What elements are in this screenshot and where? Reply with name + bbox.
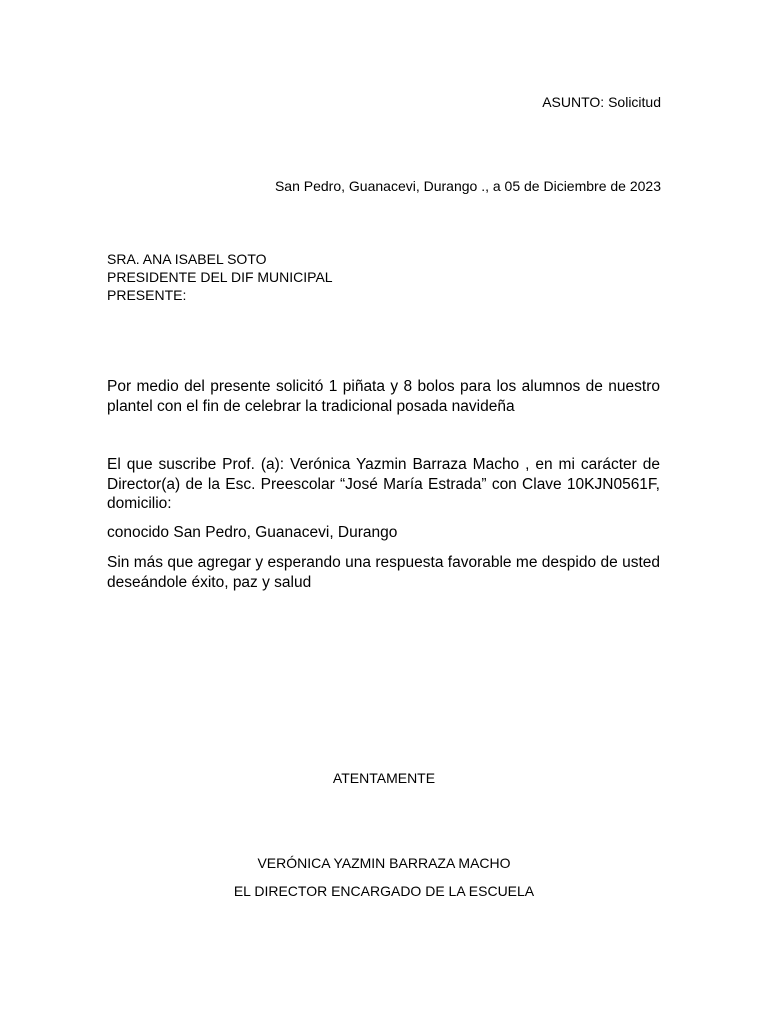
paragraph-signer-line-3: domicilio: [107,495,172,512]
signer-name: VERÓNICA YAZMIN BARRAZA MACHO [257,855,511,871]
paragraph-signer-line-1: El que suscribe Prof. (a): Verónica Yazmin Barraza Macho , en mi carácter de [107,456,660,473]
signer-title: EL DIRECTOR ENCARGADO DE LA ESCUELA [233,883,535,899]
recipient-name: SRA. ANA ISABEL SOTO [107,251,267,267]
paragraph-closing-line-2: deseándole éxito, paz y salud [107,573,312,591]
paragraph-request-line-2: plantel con el fin de celebrar la tradicional posada navideña [107,397,515,415]
paragraph-signer [107,455,660,514]
date-place-line: San Pedro, Guanacevi, Durango ., a 05 de Diciembre de 2023 [274,178,661,194]
recipient-presente: PRESENTE: [107,287,187,303]
paragraph-address [107,523,660,543]
subject-line: ASUNTO: Solicitud [542,94,661,110]
recipient-block [107,250,333,304]
paragraph-address-line: conocido San Pedro, Guanacevi, Durango [107,524,398,541]
paragraph-request-line-1: Por medio del presente solicitó 1 piñata y 8 bolos para los alumnos de nuestro [107,378,660,395]
recipient-title: PRESIDENTE DEL DIF MUNICIPAL [107,269,333,285]
paragraph-closing [107,553,660,592]
paragraph-closing-line-1: Sin más que agregar y esperando una respuesta favorable me despido de usted [107,554,660,571]
paragraph-signer-line-2: Director(a) de la Esc. Preescolar “José María Estrada” con Clave 10KJN0561F, [107,475,660,493]
farewell: ATENTAMENTE [332,770,436,786]
paragraph-request [107,377,660,416]
